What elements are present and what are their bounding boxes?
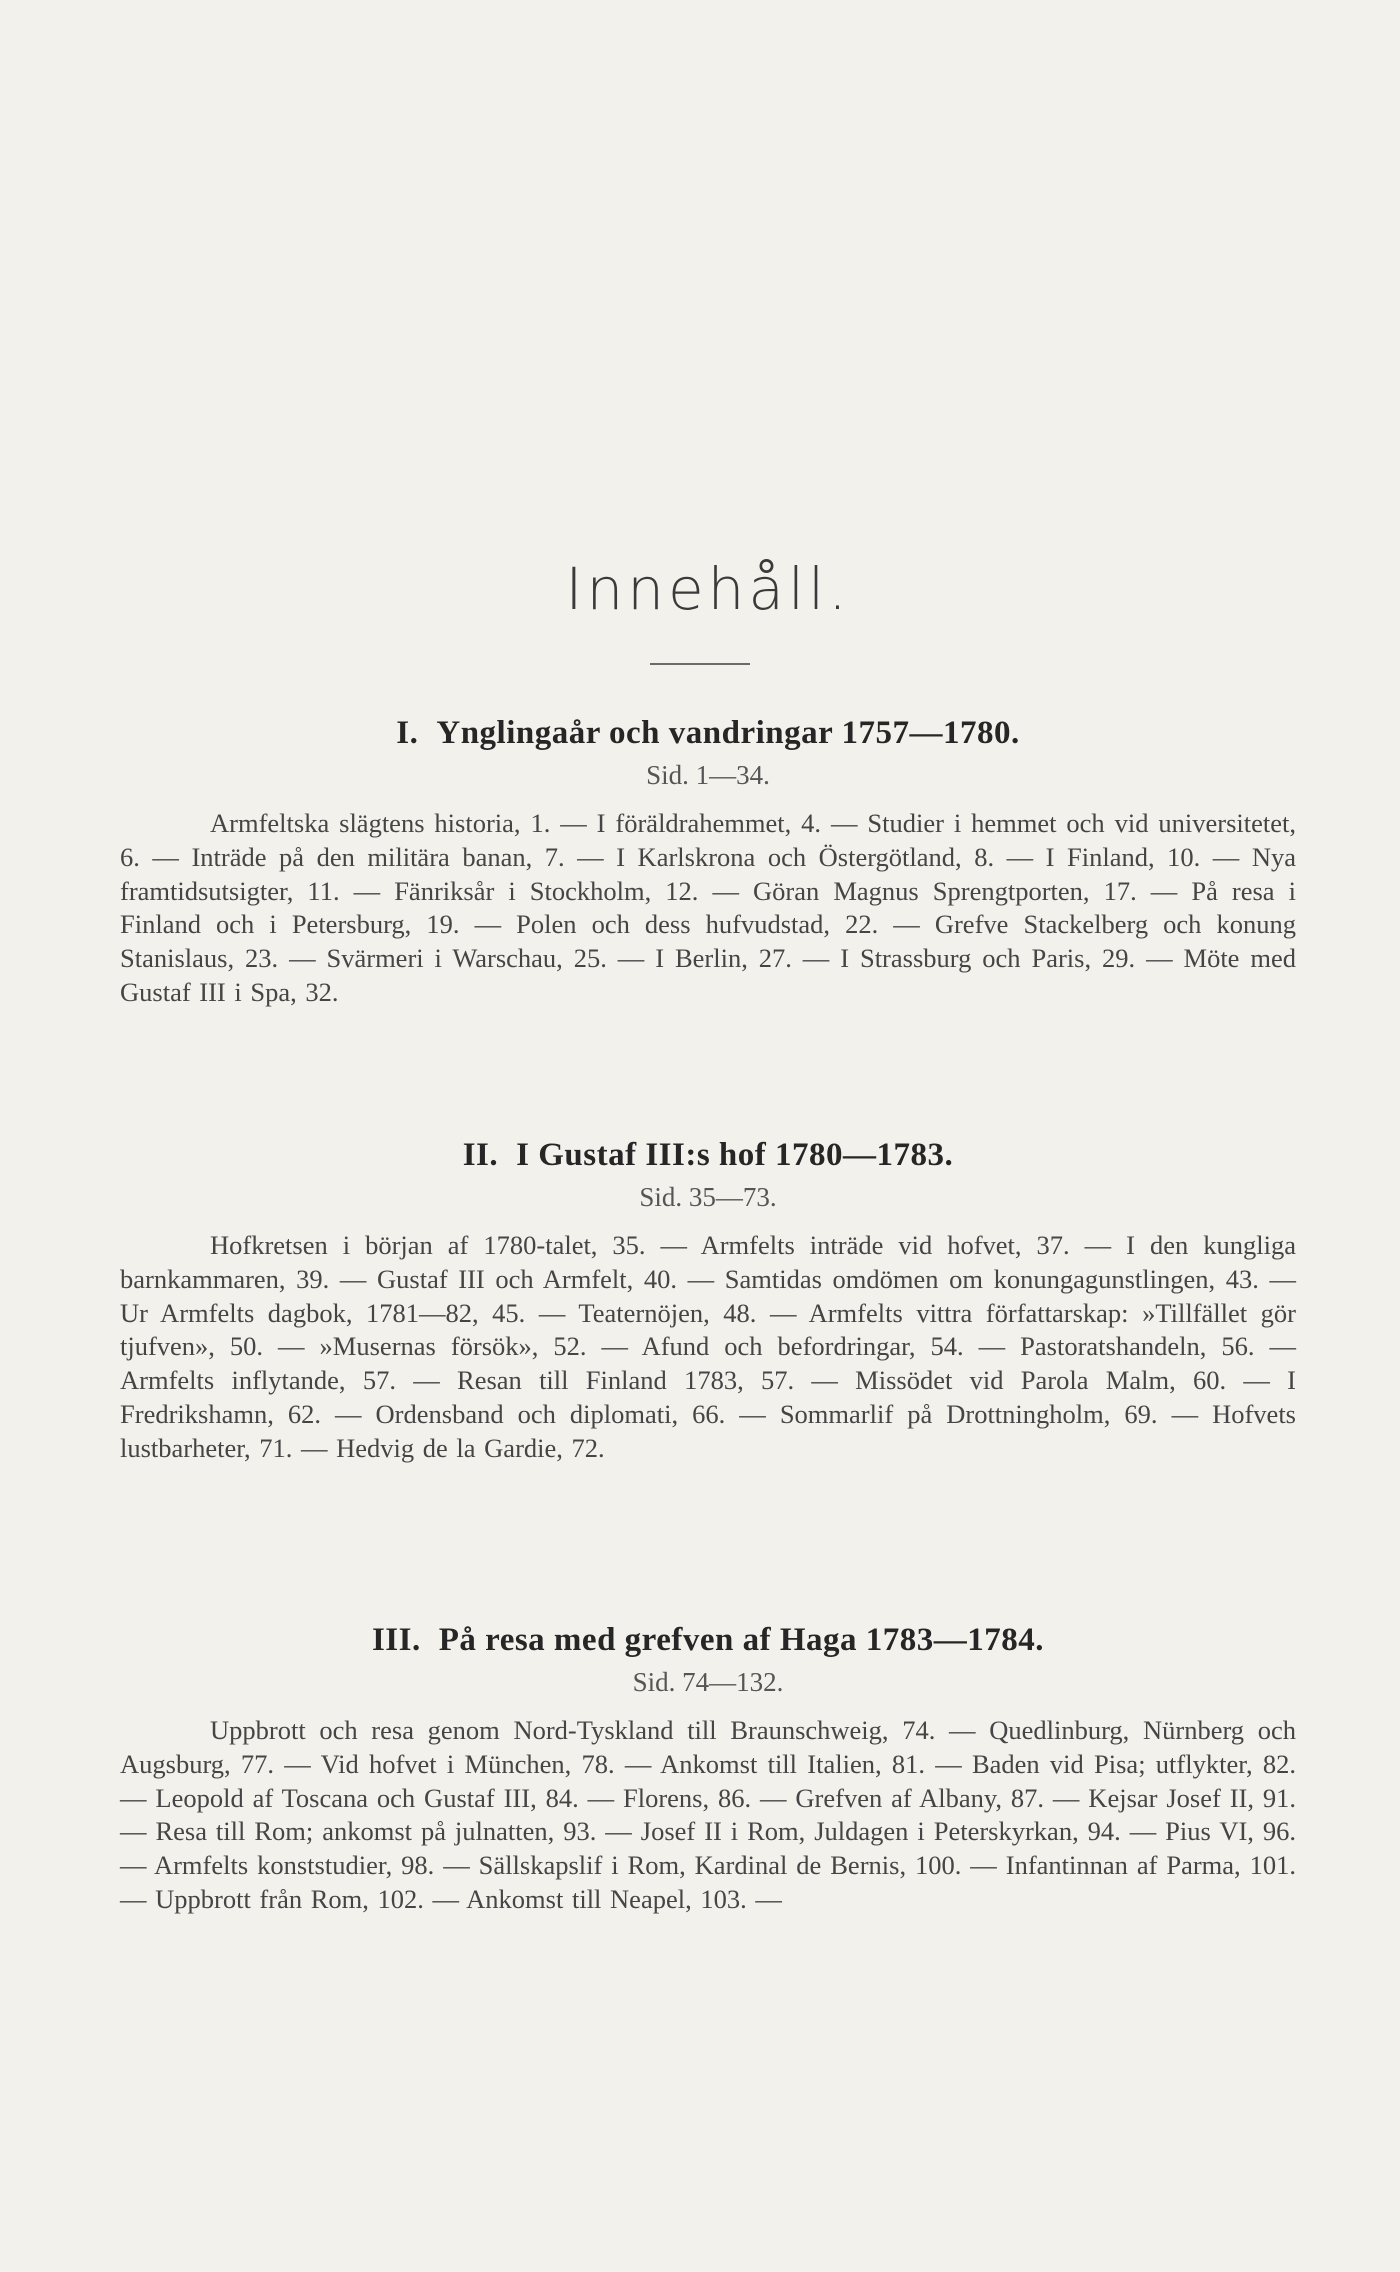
chapter-contents: Hofkretsen i början af 1780-talet, 35. — Armfelts inträde vid hofvet, 37. — I den kungliga barnkammaren, 39. — Gustaf III och Armfelt, 40. — Samtidas omdömen om konungagunstlingen, 43. — Ur Armfelts dagbok, 1781—82, 45. — Teaternöjen, 48. — Armfelts vittra författarskap: »Tillfället gör tjufven», 50. — »Musernas försök», 52. — Afund och befordringar, 54. — Pastoratshandeln, 56. — Armfelts inflytande, 57. — Resan till Finland 1783, 57. — Missödet vid Parola Malm, 60. — I Fredrikshamn, 62. — Ordensband och diplomati, 66. — Sommarlif på Drottningholm, 69. — Hofvets lustbarheter, 71. — Hedvig de la Gardie, 72. [120,1230,1296,1463]
chapter-section-2 [120,1137,1296,1466]
chapter-heading [120,715,1296,752]
chapter-pages: Sid. 74—132. [632,1667,784,1697]
chapter-title: Ynglingaår och vandringar 1757—1780. [436,715,1020,751]
chapter-number: I. [396,715,419,751]
page-title: Innehåll. [565,555,851,623]
chapter-number: III. [371,1622,421,1658]
chapter-pages: Sid. 1—34. [646,760,770,790]
chapter-contents: Uppbrott och resa genom Nord-Tyskland till Braunschweig, 74. — Quedlinburg, Nürnberg och Augsburg, 77. — Vid hofvet i München, 78. — Ankomst till Italien, 81. — Baden vid Pisa; utflykter, 82. — Leopold af Toscana och Gustaf III, 84. — Florens, 86. — Grefven af Albany, 87. — Kejsar Josef II, 91. — Resa till Rom; ankomst på julnatten, 93. — Josef II i Rom, Juldagen i Peterskyrkan, 94. — Pius VI, 96. — Armfelts konststudier, 98. — Sällskapslif i Rom, Kardinal de Bernis, 100. — Infantinnan af Parma, 101. — Uppbrott från Rom, 102. — Ankomst till Neapel, 103. — [120,1715,1296,1914]
chapter-title: I Gustaf III:s hof 1780—1783. [516,1137,954,1173]
chapter-heading [120,1137,1296,1174]
chapter-heading [120,1622,1296,1659]
document-page [120,0,1296,2272]
chapter-section-1 [120,715,1296,1010]
title-divider [650,663,750,665]
chapter-section-3 [120,1622,1296,1917]
chapter-contents: Armfeltska slägtens historia, 1. — I föräldrahemmet, 4. — Studier i hemmet och vid universitetet, 6. — Inträde på den militära banan, 7. — I Karlskrona och Östergötland, 8. — I Finland, 10. — Nya framtidsutsigter, 11. — Fänriksår i Stockholm, 12. — Göran Magnus Sprengtporten, 17. — På resa i Finland och i Petersburg, 19. — Polen och dess hufvudstad, 22. — Grefve Stackelberg och konung Stanislaus, 23. — Svärmeri i Warschau, 25. — I Berlin, 27. — I Strassburg och Paris, 29. — Möte med Gustaf III i Spa, 32. [120,808,1296,1007]
chapter-pages: Sid. 35—73. [639,1182,777,1212]
chapter-title: På resa med grefven af Haga 1783—1784. [438,1622,1045,1658]
chapter-number: II. [462,1137,499,1173]
